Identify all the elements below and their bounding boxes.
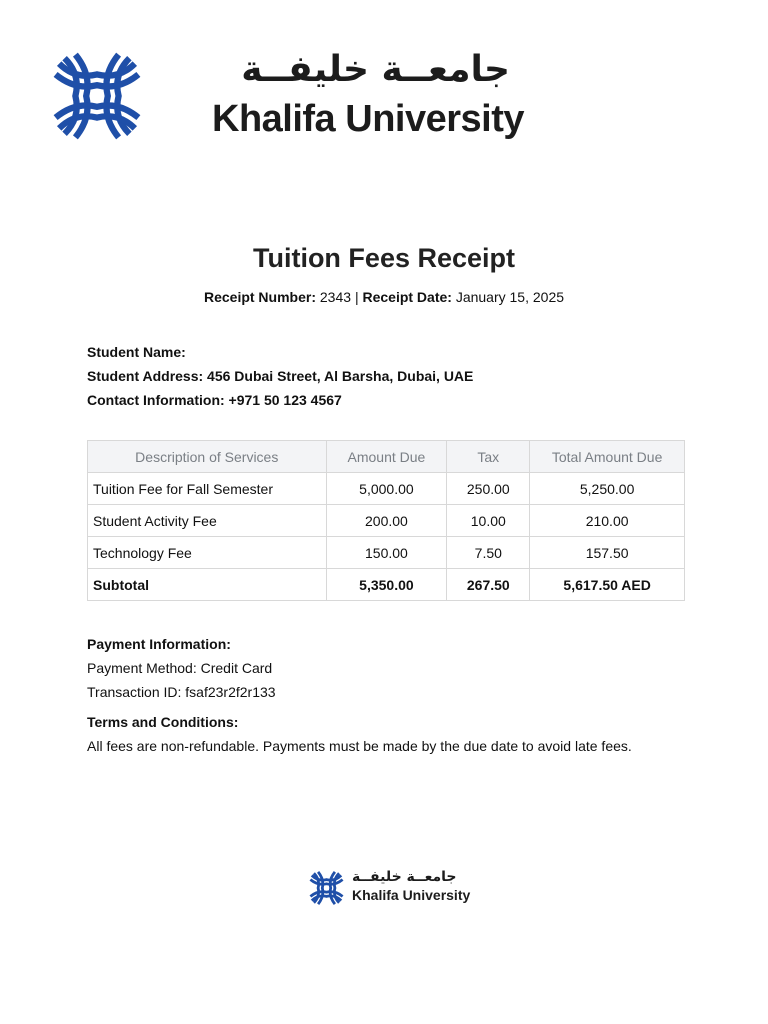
- khalifa-logo-mark-icon: [309, 870, 344, 906]
- column-header: Tax: [447, 441, 530, 473]
- table-row: [88, 473, 685, 505]
- student-address: 456 Dubai Street, Al Barsha, Dubai, UAE: [207, 368, 474, 384]
- payment-header: Payment Information:: [87, 636, 231, 652]
- receipt-meta: [0, 286, 768, 308]
- table-row: [88, 505, 685, 537]
- payment-information: [87, 632, 276, 704]
- student-address-row: [87, 364, 473, 388]
- table-cell: 5,000.00: [326, 473, 447, 505]
- table-cell: 157.50: [530, 537, 685, 569]
- table-cell: Tuition Fee for Fall Semester: [88, 473, 327, 505]
- page-title: Tuition Fees Receipt: [252, 243, 516, 273]
- table-cell: Student Activity Fee: [88, 505, 327, 537]
- student-contact-label: Contact Information:: [87, 392, 225, 408]
- footer-logo-arabic-text: جامعــة خليفــة: [352, 869, 457, 885]
- student-name-row: [87, 340, 473, 364]
- student-contact-row: [87, 388, 473, 412]
- meta-separator: |: [354, 289, 359, 305]
- table-cell: Technology Fee: [88, 537, 327, 569]
- column-header: Description of Services: [88, 441, 327, 473]
- student-address-label: Student Address:: [87, 368, 204, 384]
- column-header: Amount Due: [326, 441, 447, 473]
- student-contact: +971 50 123 4567: [228, 392, 342, 408]
- subtotal-cell: 5,617.50 AED: [530, 569, 685, 601]
- table-cell: 7.50: [447, 537, 530, 569]
- terms-header: Terms and Conditions:: [87, 714, 239, 730]
- table-cell: 150.00: [326, 537, 447, 569]
- receipt-number-label: Receipt Number:: [203, 289, 316, 305]
- receipt-date-label: Receipt Date:: [362, 289, 452, 305]
- logo-university-name: Khalifa University: [212, 98, 524, 140]
- footer-logo: [309, 868, 479, 908]
- khalifa-logo-mark-icon: [52, 50, 142, 142]
- footer-logo-university-name: Khalifa University: [352, 887, 471, 903]
- column-header: Total Amount Due: [530, 441, 685, 473]
- subtotal-row: [88, 569, 685, 601]
- table-cell: 10.00: [447, 505, 530, 537]
- subtotal-cell: 267.50: [447, 569, 530, 601]
- fees-table: [87, 440, 685, 601]
- receipt-number: 2343: [319, 289, 352, 305]
- terms-text: All fees are non-refundable. Payments must be made by the due date to avoid late fees.: [87, 738, 632, 754]
- table-cell: 200.00: [326, 505, 447, 537]
- table-cell: 5,250.00: [530, 473, 685, 505]
- student-info: [87, 340, 473, 412]
- student-name-label: Student Name:: [87, 344, 186, 360]
- receipt-date: January 15, 2025: [455, 289, 565, 305]
- table-row: [88, 537, 685, 569]
- logo-arabic-text: جامعــة خليفــة: [241, 49, 510, 90]
- university-logo: [52, 46, 524, 146]
- subtotal-cell: Subtotal: [88, 569, 327, 601]
- table-cell: 210.00: [530, 505, 685, 537]
- subtotal-cell: 5,350.00: [326, 569, 447, 601]
- table-cell: 250.00: [447, 473, 530, 505]
- terms-and-conditions: [87, 710, 632, 758]
- table-header-row: [88, 441, 685, 473]
- transaction-id: Transaction ID: fsaf23r2f2r133: [87, 684, 276, 700]
- payment-method: Payment Method: Credit Card: [87, 660, 273, 676]
